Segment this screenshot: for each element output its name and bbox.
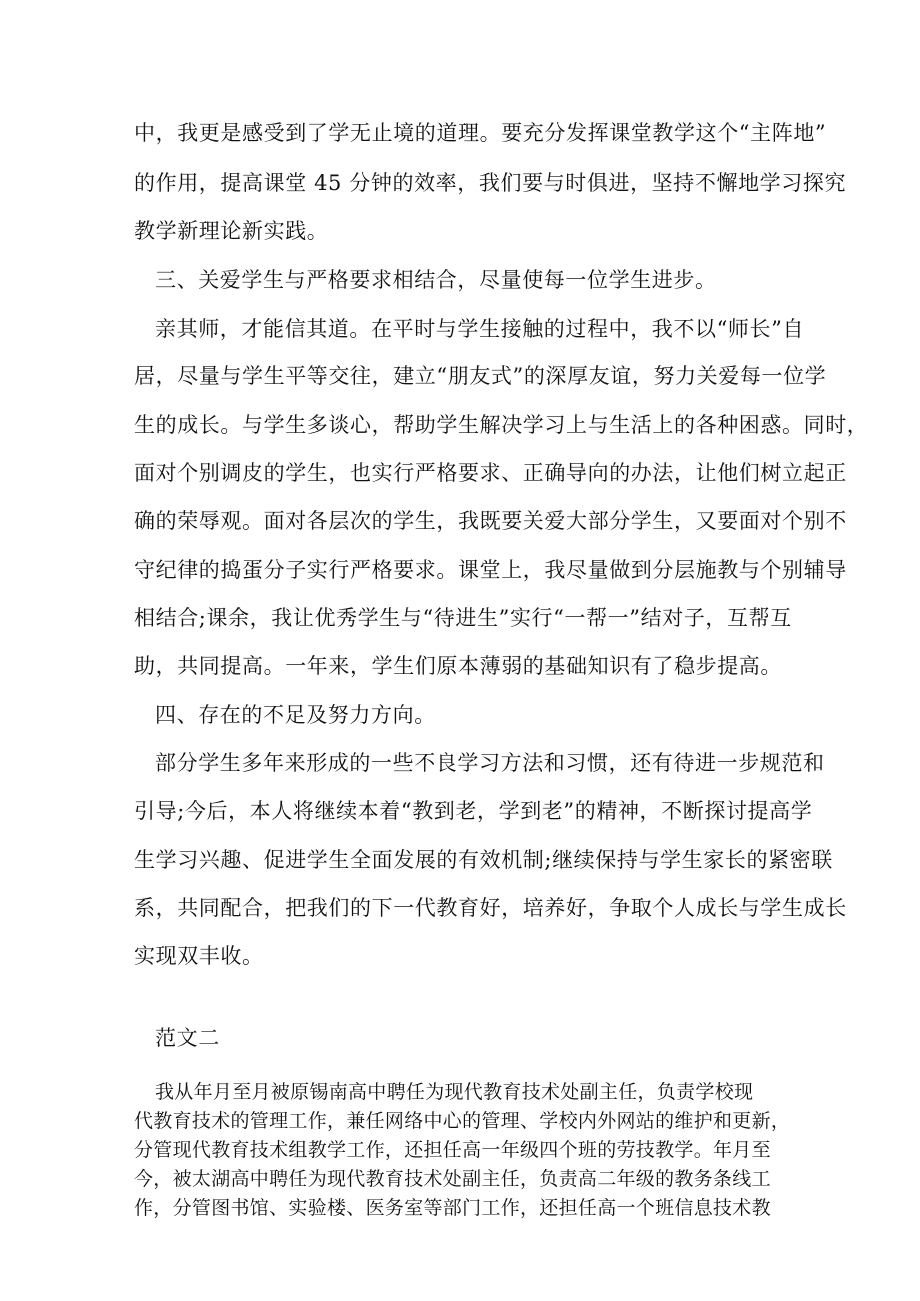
paragraph-line: 今，被太湖高中聘任为现代教育技术处副主任，负责高二年级的教务条线工 [134, 1168, 771, 1190]
paragraph-line: 系，共同配合，把我们的下一代教育好，培养好，争取个人成长与学生成长 [134, 896, 847, 920]
paragraph-line: 亲其师，才能信其道。在平时与学生接触的过程中，我不以“师长”自 [155, 317, 805, 341]
paragraph-line: 生学习兴趣、促进学生全面发展的有效机制;继续保持与学生家长的紧密联 [134, 848, 833, 872]
paragraph-line: 引导;今后，本人将继续本着“教到老，学到老”的精神，不断探讨提高学 [134, 799, 813, 823]
paragraph-line: 教学新理论新实践。 [134, 219, 329, 243]
paragraph-line: 作，分管图书馆、实验楼、医务室等部门工作，还担任高一个班信息技术教 [134, 1197, 771, 1219]
paragraph-line: 的作用，提高课堂 45 分钟的效率，我们要与时俱进，坚持不懈地学习探究 [134, 171, 847, 195]
paragraph-line: 我从年月至月被原锡南高中聘任为现代教育技术处副主任，负责学校现 [155, 1081, 754, 1103]
paragraph-line: 生的成长。与学生多谈心，帮助学生解决学习上与生活上的各种困惑。同时， [134, 413, 869, 437]
paragraph-line: 面对个别调皮的学生，也实行严格要求、正确导向的办法，让他们树立起正 [134, 461, 847, 485]
paragraph-line: 分管现代教育技术组教学工作，还担任高一年级四个班的劳技教学。年月至 [134, 1139, 771, 1161]
paragraph-line: 相结合;课余，我让优秀学生与“待进生”实行“一帮一”结对子，互帮互 [134, 606, 792, 630]
paragraph-line: 代教育技术的管理工作，兼任网络中心的管理、学校内外网站的维护和更新， [134, 1110, 791, 1132]
paragraph-line: 确的荣辱观。面对各层次的学生，我既要关爱大部分学生，又要面对个别不 [134, 509, 847, 533]
section-heading: 四、存在的不足及努力方向。 [155, 703, 436, 727]
paragraph-line: 居，尽量与学生平等交往，建立“朋友式”的深厚友谊，努力关爱每一位学 [134, 364, 827, 388]
section-heading: 三、关爱学生与严格要求相结合，尽量使每一位学生进步。 [155, 268, 717, 292]
paragraph-line: 部分学生多年来形成的一些不良学习方法和习惯，还有待进一步规范和 [155, 751, 825, 775]
paragraph-line: 守纪律的捣蛋分子实行严格要求。课堂上，我尽量做到分层施教与个别辅导 [134, 558, 847, 582]
paragraph-line: 助，共同提高。一年来，学生们原本薄弱的基础知识有了稳步提高。 [134, 654, 782, 678]
paragraph-line: 实现双丰收。 [134, 944, 264, 968]
section-heading: 范文二 [155, 1026, 220, 1050]
paragraph-line: 中，我更是感受到了学无止境的道理。要充分发挥课堂教学这个“主阵地” [134, 121, 827, 145]
